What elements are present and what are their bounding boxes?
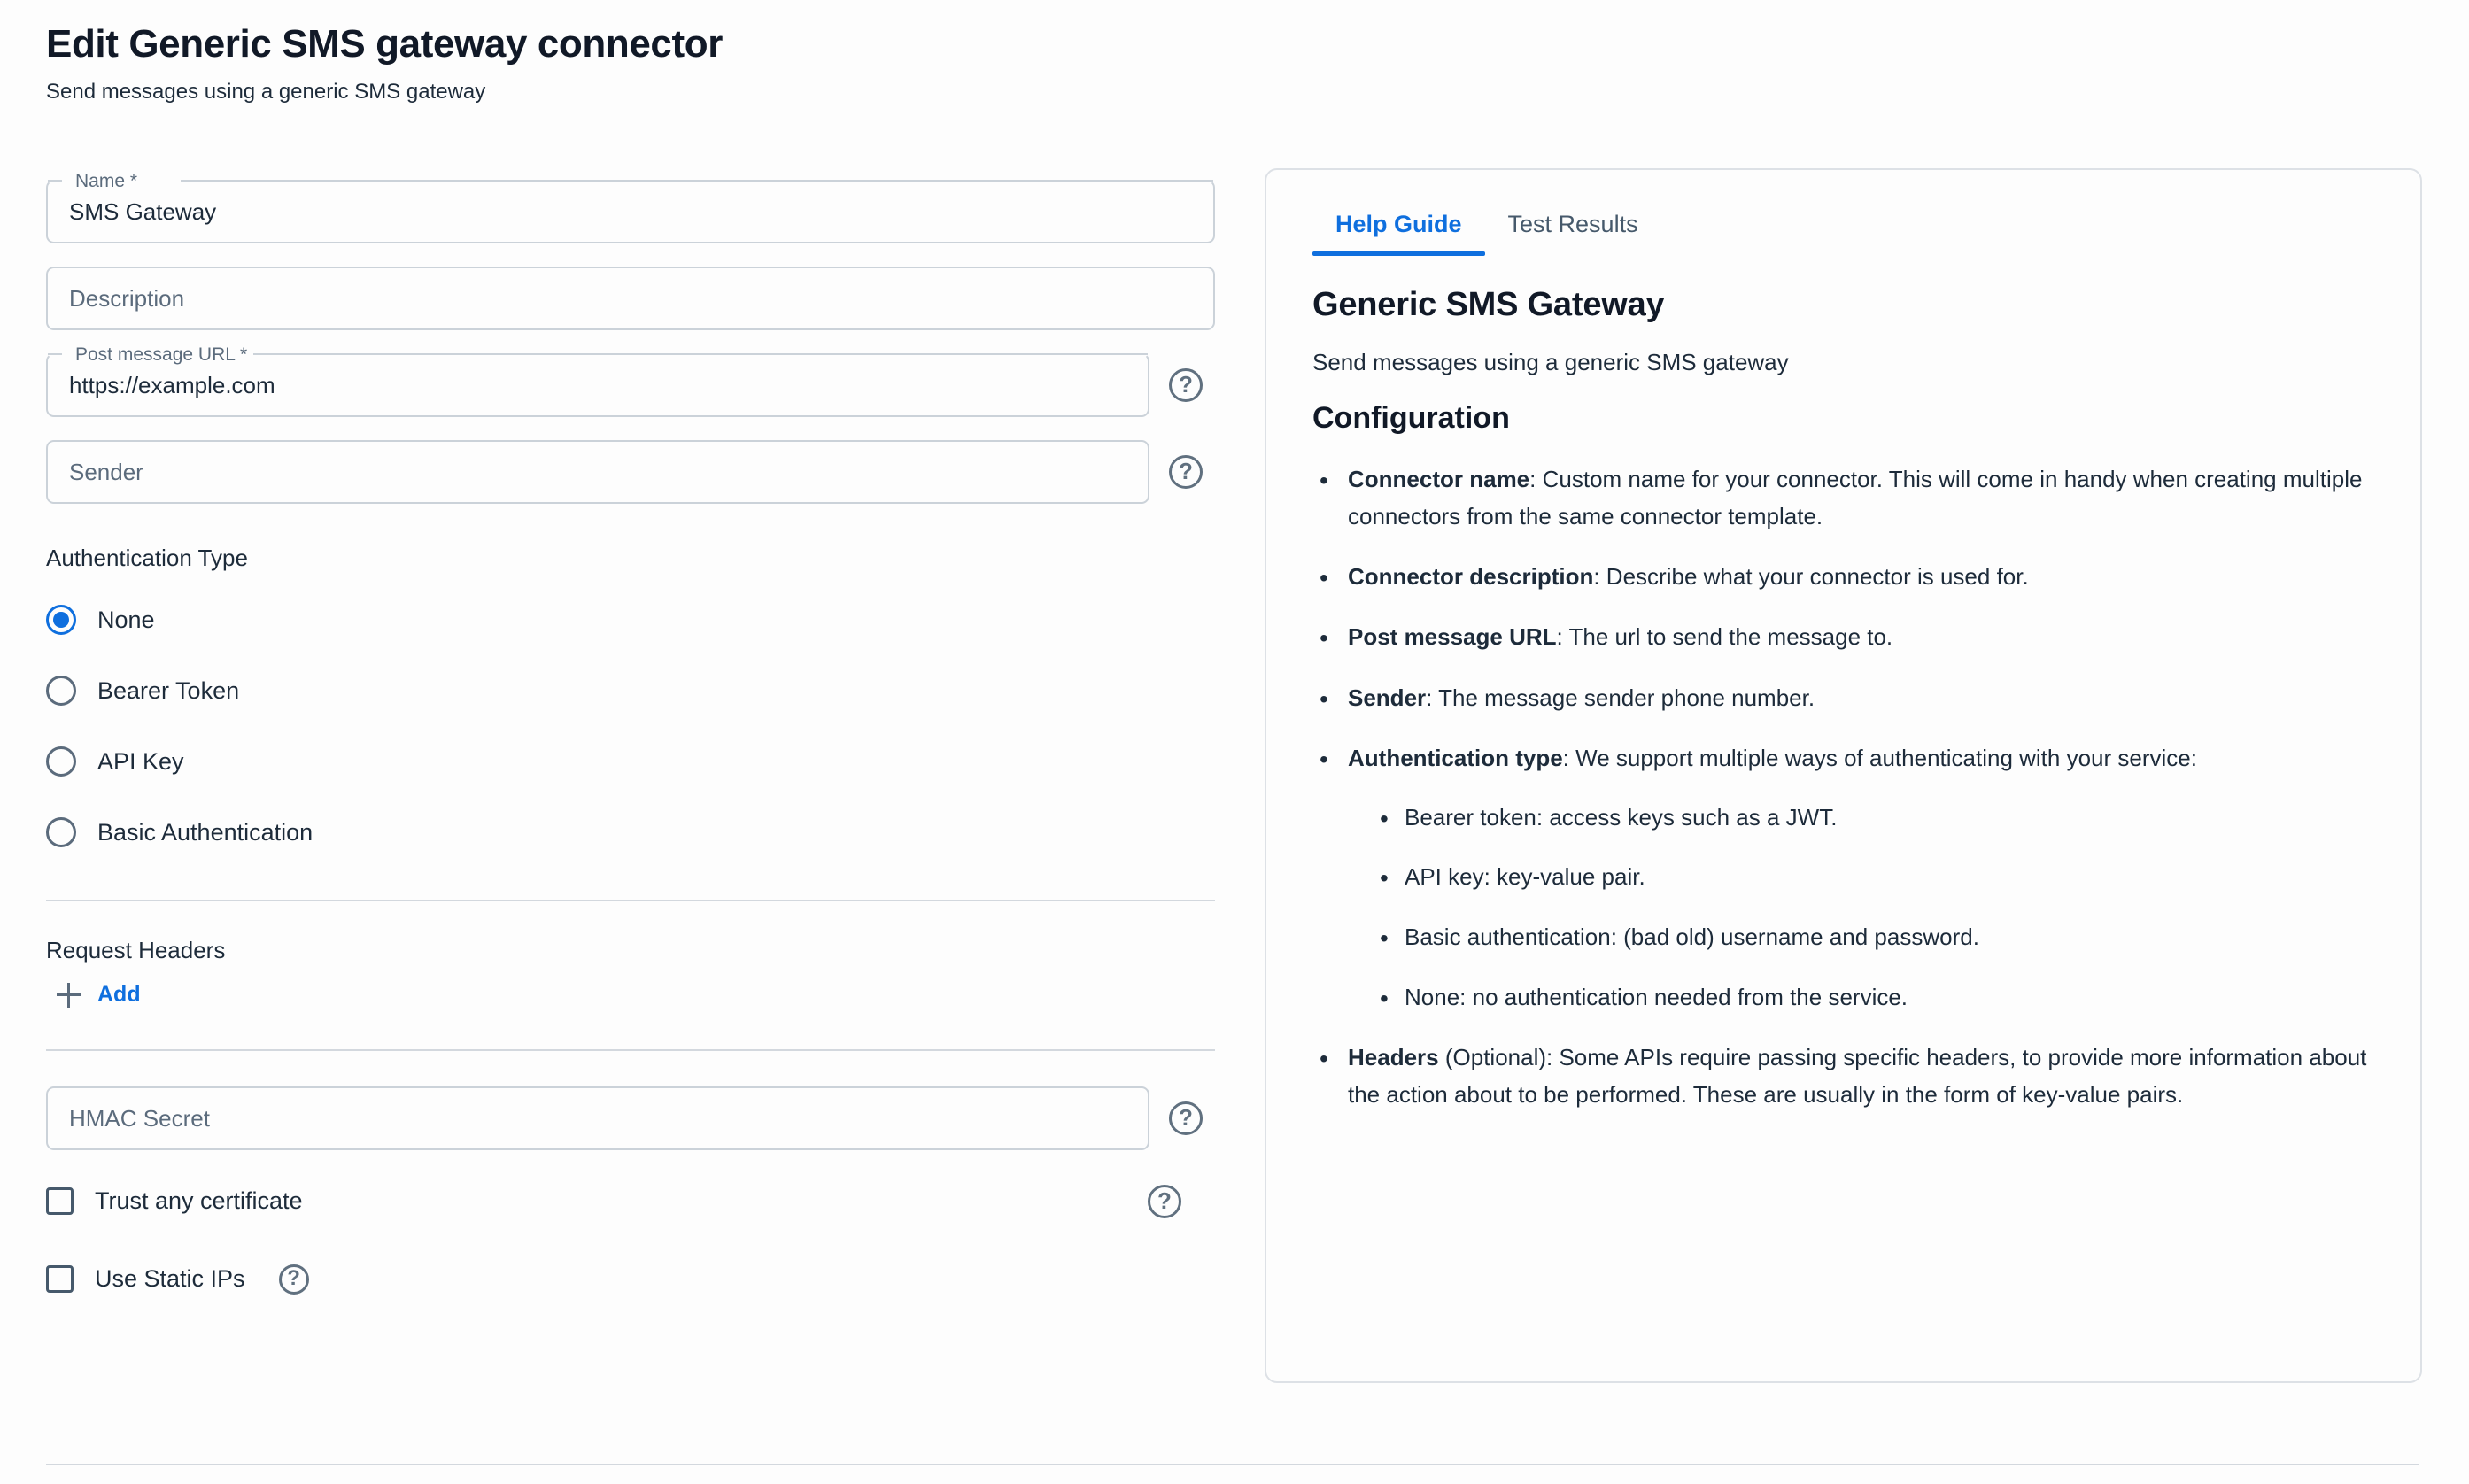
help-item-term: Sender	[1348, 684, 1427, 711]
name-field-row	[46, 171, 1215, 243]
auth-option-api-key[interactable]	[46, 726, 1215, 797]
help-intro: Send messages using a generic SMS gateway	[1312, 349, 1789, 375]
auth-type-radio-group	[46, 584, 1215, 868]
page-header	[46, 21, 723, 105]
list-item	[1344, 739, 2374, 1016]
use-static-ips-label: Use Static IPs	[95, 1265, 245, 1292]
list-item	[1344, 460, 2374, 535]
help-panel	[1265, 168, 2422, 1383]
use-static-ips-help-icon[interactable]: ?	[279, 1264, 309, 1295]
hmac-secret-field[interactable]	[46, 1086, 1149, 1150]
auth-option-basic-authentication[interactable]	[46, 797, 1215, 868]
page-title: Edit Generic SMS gateway connector	[46, 22, 723, 66]
list-item: • Bearer token: access keys such as a JWT.	[1405, 800, 2374, 837]
list-item	[1344, 679, 2374, 716]
help-item-term: Authentication type	[1348, 744, 1563, 771]
list-item	[1344, 1039, 2374, 1113]
help-panel-body	[1266, 256, 2420, 1329]
plus-icon	[57, 983, 81, 1008]
tab-help-guide[interactable]: Help Guide	[1312, 211, 1485, 256]
description-field-row	[46, 267, 1215, 330]
trust-any-certificate-checkbox[interactable]	[46, 1187, 74, 1215]
list-item	[1344, 618, 2374, 655]
help-heading: Generic SMS Gateway	[1312, 286, 1665, 323]
radio-basic-authentication-icon[interactable]	[46, 817, 76, 847]
post-url-input[interactable]: https://example.com	[69, 372, 275, 398]
page-subtitle: Send messages using a generic SMS gateway	[46, 79, 486, 104]
trust-any-certificate-row[interactable]	[46, 1170, 1215, 1233]
post-url-field[interactable]	[46, 344, 1149, 417]
add-header-button[interactable]	[57, 982, 141, 1008]
list-item: • None: no authentication needed from the service.	[1405, 979, 2374, 1016]
help-item-term: Headers	[1348, 1044, 1439, 1071]
trust-any-certificate-help-icon[interactable]: ?	[1148, 1185, 1181, 1218]
trust-any-certificate-label: Trust any certificate	[95, 1187, 303, 1214]
help-item-text: : Describe what your connector is used for.	[1593, 563, 2029, 591]
auth-option-bearer-token-label: Bearer Token	[97, 676, 240, 704]
description-field[interactable]	[46, 267, 1215, 330]
use-static-ips-row[interactable]	[46, 1248, 1215, 1311]
name-field[interactable]	[46, 171, 1215, 243]
post-url-help-icon[interactable]: ?	[1169, 368, 1203, 402]
tab-test-results[interactable]: Test Results	[1507, 211, 1638, 237]
radio-bearer-token-icon[interactable]	[46, 676, 76, 706]
sender-help-icon[interactable]: ?	[1169, 455, 1203, 489]
post-url-field-label: Post message URL *	[69, 340, 253, 370]
name-field-notch-right	[48, 180, 1213, 182]
radio-none-icon[interactable]	[46, 605, 76, 635]
help-item-term: Connector description	[1348, 563, 1594, 591]
auth-option-api-key-label: API Key	[97, 747, 184, 775]
hmac-secret-help-icon[interactable]: ?	[1169, 1101, 1203, 1135]
list-item	[1344, 558, 2374, 595]
connector-form	[46, 171, 1215, 1311]
add-header-label: Add	[97, 982, 141, 1007]
auth-option-none-label: None	[97, 606, 155, 633]
help-item-text: (Optional): Some APIs require passing specific headers, to provide more information about the action about to be performed. These are usually in the form of key-value pairs.	[1348, 1044, 2367, 1109]
auth-option-bearer-token[interactable]	[46, 655, 1215, 726]
use-static-ips-checkbox[interactable]	[46, 1265, 74, 1293]
help-item-text: : We support multiple ways of authenticating with your service:	[1562, 744, 2197, 771]
request-headers-label: Request Headers	[46, 937, 226, 963]
help-auth-sublist	[1373, 800, 2374, 1016]
radio-api-key-icon[interactable]	[46, 746, 76, 777]
sender-input[interactable]: Sender	[69, 459, 143, 485]
auth-option-none[interactable]	[46, 584, 1215, 655]
sender-field[interactable]	[46, 440, 1149, 504]
list-item: • API key: key-value pair.	[1405, 859, 2374, 896]
auth-option-basic-authentication-label: Basic Authentication	[97, 818, 313, 846]
help-item-text: : The message sender phone number.	[1426, 684, 1815, 711]
help-item-term: Post message URL	[1348, 623, 1557, 651]
auth-type-label: Authentication Type	[46, 545, 248, 571]
help-item-text: : The url to send the message to.	[1556, 623, 1893, 651]
name-field-notch	[48, 180, 1213, 182]
bottom-divider	[46, 1464, 2419, 1465]
name-input[interactable]: SMS Gateway	[69, 198, 217, 225]
help-item-term: Connector name	[1348, 466, 1530, 493]
name-field-label: Name *	[69, 166, 143, 197]
list-item: • Basic authentication: (bad old) username and password.	[1405, 919, 2374, 956]
post-url-field-row	[46, 344, 1215, 417]
sender-field-row	[46, 440, 1215, 504]
help-section-heading: Configuration	[1312, 401, 1510, 436]
help-panel-tabs	[1266, 170, 2420, 256]
description-input[interactable]: Description	[69, 285, 185, 312]
hmac-field-row	[46, 1086, 1215, 1150]
help-item-text: : Custom name for your connector. This will come in handy when creating multiple connectors from the same connector template.	[1348, 466, 2363, 530]
help-config-list	[1312, 460, 2374, 1113]
hmac-secret-input[interactable]: HMAC Secret	[69, 1104, 210, 1132]
